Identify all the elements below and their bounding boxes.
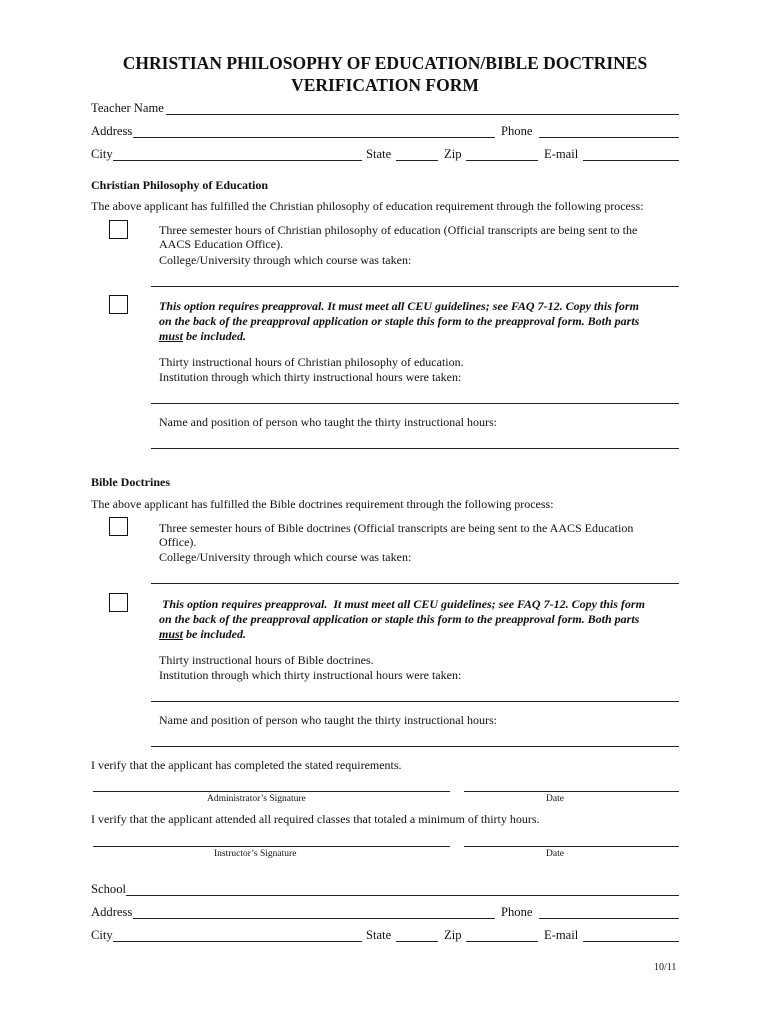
bible-instructor-label: Name and position of person who taught the thirty instructional hours: <box>159 713 497 727</box>
address-label: Address <box>91 124 133 138</box>
bible-instructor-field[interactable] <box>151 746 679 747</box>
bible-institution-label: Institution through which thirty instructional hours were taken: <box>159 668 462 682</box>
bible-option1-text: Office). <box>159 535 197 549</box>
cpe-option2-checkbox[interactable] <box>109 295 128 314</box>
bible-option2-text: Thirty instructional hours of Bible doctrines. <box>159 653 374 667</box>
city-label: City <box>91 147 113 161</box>
page-code: 10/11 <box>654 962 677 973</box>
zip-label: Zip <box>444 147 462 161</box>
admin-signature-field[interactable] <box>93 791 450 792</box>
instructor-date-field[interactable] <box>464 846 679 847</box>
cpe-option2-text: Thirty instructional hours of Christian philosophy of education. <box>159 355 464 369</box>
city-field[interactable] <box>113 160 362 161</box>
zip-field[interactable] <box>466 160 538 161</box>
footer-state-field[interactable] <box>396 941 438 942</box>
footer-email-field[interactable] <box>583 941 679 942</box>
cpe-institution-label: Institution through which thirty instructional hours were taken: <box>159 370 462 384</box>
footer-phone-field[interactable] <box>539 918 679 919</box>
bible-college-field[interactable] <box>151 583 679 584</box>
address-field[interactable] <box>133 137 495 138</box>
state-field[interactable] <box>396 160 438 161</box>
footer-state-label: State <box>366 928 392 942</box>
footer-address-label: Address <box>91 905 133 919</box>
admin-date-label: Date <box>546 794 564 804</box>
school-label: School <box>91 882 126 896</box>
admin-date-field[interactable] <box>464 791 679 792</box>
email-field[interactable] <box>583 160 679 161</box>
cpe-preapproval-note: This option requires preapproval. It must meet all CEU guidelines; see FAQ 7-12. Copy this form on the back of the preapproval application or staple this form to the preapproval form. Both parts must be included. <box>159 299 640 343</box>
admin-signature-label: Administrator’s Signature <box>207 794 306 804</box>
footer-address-field[interactable] <box>133 918 495 919</box>
footer-city-label: City <box>91 928 113 942</box>
teacher-name-label: Teacher Name <box>91 101 164 115</box>
cpe-instructor-label: Name and position of person who taught the thirty instructional hours: <box>159 415 497 429</box>
bible-option1-checkbox[interactable] <box>109 517 128 536</box>
footer-city-field[interactable] <box>113 941 362 942</box>
phone-field[interactable] <box>539 137 679 138</box>
bible-intro: The above applicant has fulfilled the Bible doctrines requirement through the following process: <box>91 497 554 511</box>
teacher-name-field[interactable] <box>166 114 679 115</box>
cpe-intro: The above applicant has fulfilled the Christian philosophy of education requirement through the following process: <box>91 199 644 213</box>
instructor-signature-field[interactable] <box>93 846 450 847</box>
cpe-option1-checkbox[interactable] <box>109 220 128 239</box>
instructor-verify-text: I verify that the applicant attended all required classes that totaled a minimum of thirty hours. <box>91 812 540 826</box>
cpe-instructor-field[interactable] <box>151 448 679 449</box>
cpe-option1-text: Three semester hours of Christian philosophy of education (Official transcripts are being sent to the <box>159 223 638 237</box>
cpe-option1-text: AACS Education Office). <box>159 237 284 251</box>
admin-verify-text: I verify that the applicant has completed the stated requirements. <box>91 758 402 772</box>
bible-heading: Bible Doctrines <box>91 475 170 489</box>
cpe-institution-field[interactable] <box>151 403 679 404</box>
state-label: State <box>366 147 392 161</box>
form-title-line2: VERIFICATION FORM <box>291 75 479 95</box>
instructor-date-label: Date <box>546 849 564 859</box>
footer-zip-field[interactable] <box>466 941 538 942</box>
phone-label: Phone <box>501 124 533 138</box>
school-field[interactable] <box>126 895 679 896</box>
footer-phone-label: Phone <box>501 905 533 919</box>
email-label: E-mail <box>544 147 579 161</box>
instructor-signature-label: Instructor’s Signature <box>214 849 297 859</box>
bible-option2-checkbox[interactable] <box>109 593 128 612</box>
cpe-heading: Christian Philosophy of Education <box>91 178 269 192</box>
cpe-college-label: College/University through which course was taken: <box>159 253 412 267</box>
cpe-college-field[interactable] <box>151 286 679 287</box>
bible-preapproval-note: This option requires preapproval. It must meet all CEU guidelines; see FAQ 7-12. Copy this form on the back of the preapproval application or staple this form to the preapproval form. Both parts must be included. <box>159 597 645 641</box>
footer-zip-label: Zip <box>444 928 462 942</box>
bible-college-label: College/University through which course was taken: <box>159 550 412 564</box>
footer-email-label: E-mail <box>544 928 579 942</box>
form-title-line1: CHRISTIAN PHILOSOPHY OF EDUCATION/BIBLE DOCTRINES <box>122 53 648 73</box>
bible-institution-field[interactable] <box>151 701 679 702</box>
bible-option1-text: Three semester hours of Bible doctrines (Official transcripts are being sent to the AACS Education <box>159 521 634 535</box>
